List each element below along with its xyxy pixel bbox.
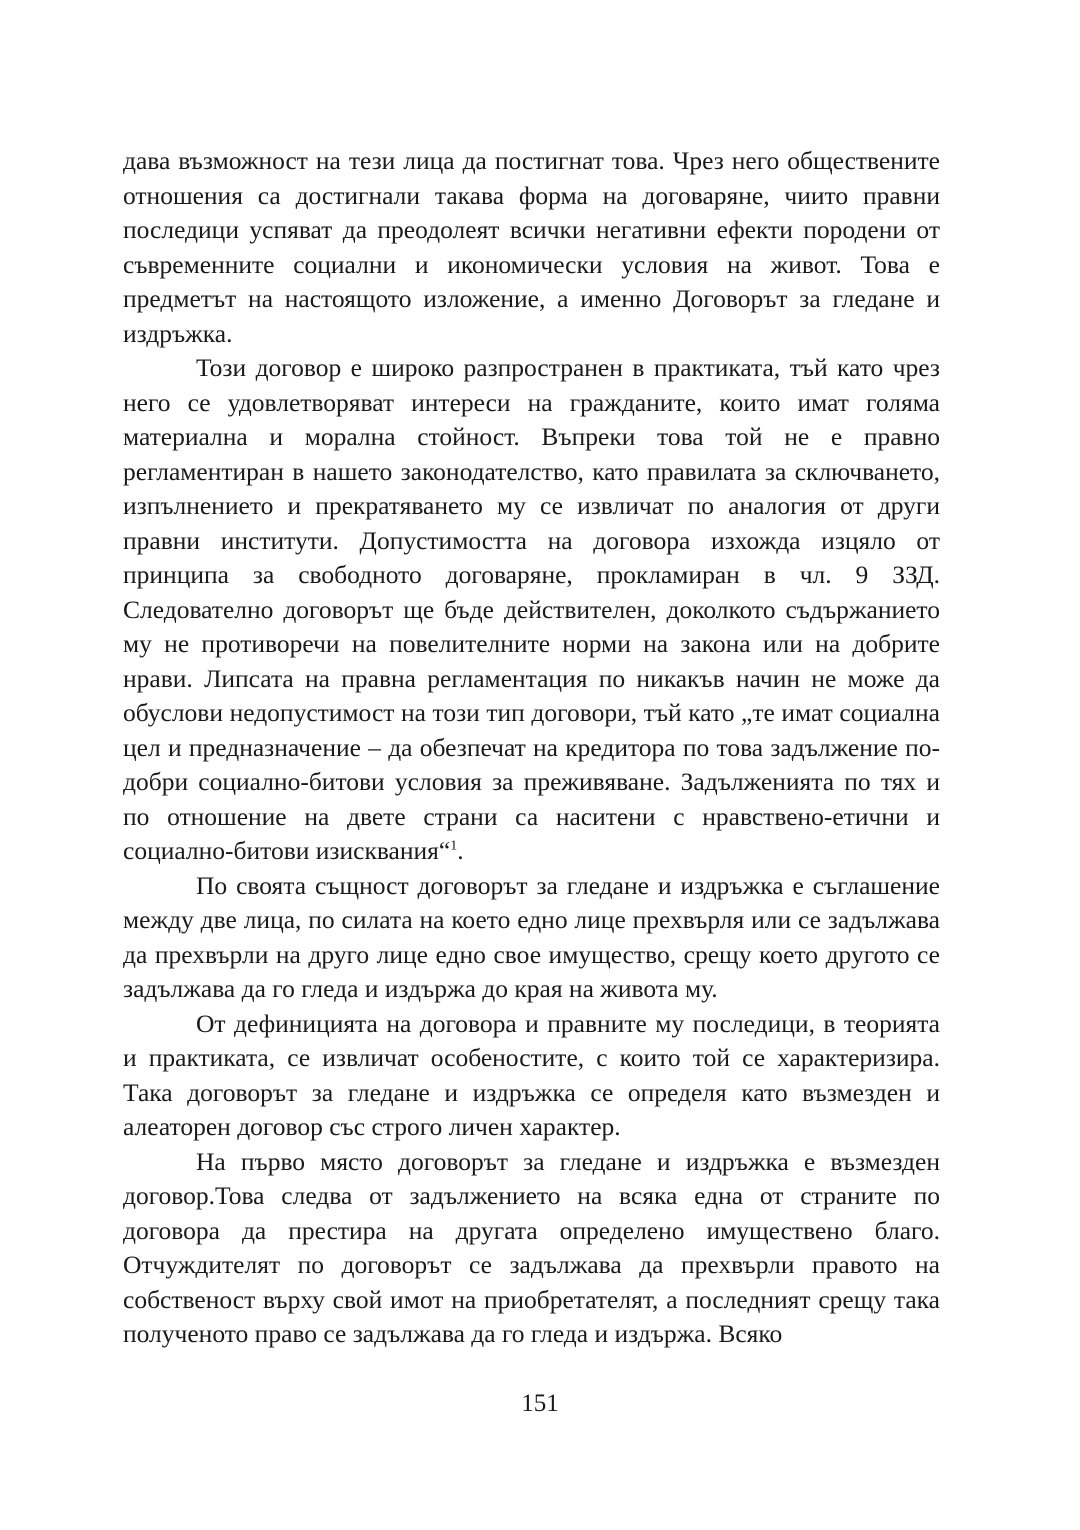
paragraph-2-tail: .: [457, 836, 464, 865]
paragraph-4: От дефиницията на договора и правните му последици, в теорията и практиката, се извличат особеностите, с които той се характеризира. Така договорът за гледане и издръжка се определя като възмезден и алеаторен договор със строго личен характер.: [123, 1008, 940, 1141]
paragraph-1: дава възможност на тези лица да постигнат това. Чрез него обществените отношения са достигнали такава форма на договаряне, чиито правни последици успяват да преодолеят всички негативни ефекти породени от съвременните социални и икономически условия на живот. Това е предметът на настоящото изложение, а именно Договорът за гледане и издръжка.: [123, 146, 940, 348]
footnote-reference[interactable]: 1: [450, 838, 458, 854]
page-number: 151: [521, 1390, 559, 1417]
paragraph-2-text: Този договор е широко разпространен в практиката, тъй като чрез него се удовлетворяват интереси на гражданите, които имат голяма материална и морална стойност. Въпреки това той не е правно регламентиран в нашето законодателство, като правилата за сключването, изпълнението и прекратяването му се извличат по аналогия от други правни институти. Допустимостта на договора изхожда изцяло от принципа за свободното договаряне, прокламиран в чл. 9 ЗЗД. Следователно договорът ще бъде действителен, доколкото съдържанието му не противоречи на повелителните норми на закона или на добрите нрави. Липсата на правна регламентация по никакъв начин не може да обуслови недопустимост на този тип договори, тъй като „те имат социална цел и предназначение – да обезпечат на кредитора по това задължение по-добри социално-битови условия за преживяване. Задълженията по тях и по отношение на двете страни са наситени с нравствено-етични и социално-битови изисквания“: [123, 353, 940, 865]
page-body: [123, 144, 940, 1352]
paragraph-5: На първо място договорът за гледане и издръжка е възмезден договор.Това следва от задължението на всяка една от страните по договора да престира на другата определено имуществено благо. Отчуждителят по договорът се задължава да прехвърли правото на собственост върху свой имот на приобретателят, а последният срещу така полученото право се задължава да го гледа и издържа. Всяко: [123, 1146, 940, 1348]
paragraph-2: [123, 351, 940, 869]
paragraph-3: По своята същност договорът за гледане и издръжка е съглашение между две лица, по силата на което едно лице прехвърля или се задължава да прехвърли на друго лице едно свое имущество, срещу което другото се задължава да го гледа и издържа до края на живота му.: [123, 870, 940, 1003]
